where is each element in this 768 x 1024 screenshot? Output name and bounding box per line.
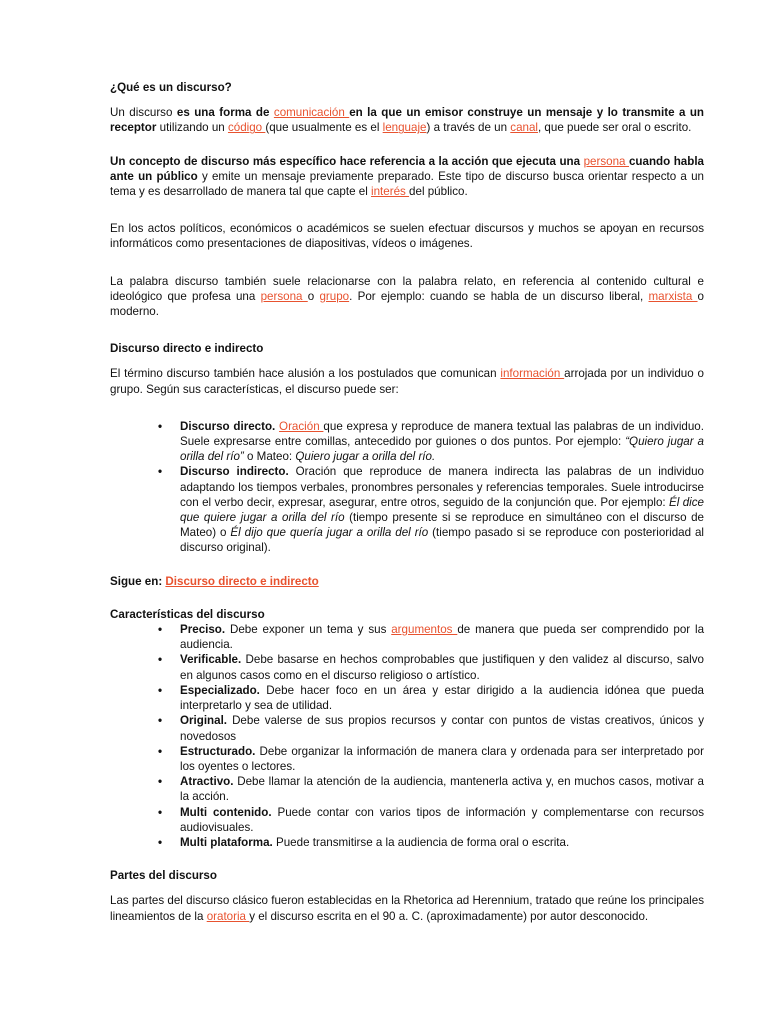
bullet-icon: • [158, 835, 163, 849]
bullet-icon: • [158, 714, 163, 728]
paragraph-definition: Un discurso es una forma de comunicación en la que un emisor construye un mensaje y lo transmite a un receptor utilizando un código (que usualmente es el lenguaje) a través de un canal, que puede ser oral o escrito. [110, 106, 704, 135]
section-heading-parts: Partes del discurso [110, 869, 217, 883]
bullet-icon: • [158, 683, 163, 697]
paragraph-postulados: El término discurso también hace alusión a los postulados que comunican información arrojada por un individuo o grupo. Según sus características, el discurso puede ser: [110, 367, 704, 396]
paragraph-parts: Las partes del discurso clásico fueron establecidas en la Rhetorica ad Herennium, tratado que reúne los principales lineamientos de la oratoria y el discurso escrita en el 90 a. C. (aproximadamente) por autor desconocido. [110, 894, 704, 923]
section-heading-what-is: ¿Qué es un discurso? [110, 81, 232, 94]
paragraph-relato: La palabra discurso también suele relacionarse con la palabra relato, en referencia al contenido cultural e ideológico que profesa una persona o grupo. Por ejemplo: cuando se habla de un discurso liberal, marxista o moderno. [110, 274, 704, 319]
section-heading-characteristics: Características del discurso [110, 607, 265, 621]
link-comunicacion[interactable]: comunicación [273, 106, 350, 120]
bullet-icon: • [158, 623, 163, 637]
list-item: • Preciso. Debe exponer un tema y sus argumentos de manera que pueda ser comprendido por la audiencia. [158, 623, 705, 652]
bullet-icon: • [158, 653, 163, 667]
bullet-icon: • [158, 775, 163, 789]
link-persona[interactable]: persona [583, 154, 629, 168]
list-item-indirect: • Discurso indirecto. Oración que reproduce de manera indirecta las palabras de un individuo adaptando los tiempos verbales, pronombres personales y referencias temporales. Suele introducirse con el verbo decir, expresar, asegurar, entre otros, seguido de la conjunción que. Por ejemplo: Él dice que quiere jugar a orilla del río (tiempo presente si se reproduce en simultáneo con el discurso de Mateo) o Él dijo que quería jugar a orilla del río (tiempo pasado si se reproduce con posterioridad al discurso original). [158, 465, 705, 555]
link-grupo[interactable]: grupo [319, 289, 350, 303]
section-heading-direct-indirect: Discurso directo e indirecto [110, 342, 264, 356]
link-argumentos[interactable]: argumentos [391, 623, 458, 637]
bullet-icon: • [158, 419, 163, 433]
list-item: • Verificable. Debe basarse en hechos comprobables que justifiquen y den validez al discurso, salvo en algunos casos como en el discurso religioso o artístico. [158, 653, 704, 682]
list-item: • Multi plataforma. Puede transmitirse a la audiencia de forma oral o escrita. [158, 835, 570, 849]
paragraph-political-acts: En los actos políticos, económicos o académicos se suelen efectuar discursos y muchos se apoyan en recursos informáticos como presentaciones de diapositivas, vídeos o imágenes. [110, 222, 704, 251]
characteristics-list [110, 622, 704, 850]
link-marxista[interactable]: marxista [648, 289, 698, 303]
link-interes[interactable]: interés [371, 185, 410, 199]
list-item: • Atractivo. Debe llamar la atención de la audiencia, mantenerla activa y, en muchos casos, motivar a la acción. [158, 775, 704, 804]
link-codigo[interactable]: código [227, 121, 266, 135]
list-item: • Multi contenido. Puede contar con varios tipos de información y complementarse con recursos audiovisuales. [158, 805, 704, 834]
link-oracion[interactable]: Oración [279, 419, 324, 433]
bullet-icon: • [158, 805, 163, 819]
link-oratoria[interactable]: oratoria [206, 909, 250, 923]
link-discurso-directo-indirecto[interactable]: Discurso directo e indirecto [165, 574, 319, 588]
follow-link-line: Sigue en: Discurso directo e indirecto [110, 574, 319, 588]
list-item: • Especializado. Debe hacer foco en un área y estar dirigido a la audiencia idónea que pueda interpretarlo y sea de utilidad. [158, 683, 704, 713]
list-item: • Estructurado. Debe organizar la información de manera clara y ordenada para ser interpretado por los oyentes o lectores. [158, 744, 704, 773]
paragraph-specific-concept: Un concepto de discurso más específico hace referencia a la acción que ejecuta una persona cuando habla ante un público y emite un mensaje previamente preparado. Este tipo de discurso busca orientar respecto a un tema y es desarrollado de manera tal que capte el interés del público. [110, 154, 704, 199]
bullet-icon: • [158, 744, 163, 758]
bullet-icon: • [158, 465, 163, 479]
link-informacion[interactable]: información [500, 367, 565, 381]
document-page [110, 80, 704, 924]
link-persona-2[interactable]: persona [260, 289, 308, 303]
list-item-direct: • Discurso directo. Oración que expresa y reproduce de manera textual las palabras de un individuo. Suele expresarse entre comillas, antecedido por guiones o dos puntos. Por ejemplo: “Quiero jugar a orilla del río” o Mateo: Quiero jugar a orilla del río. [158, 419, 704, 464]
discourse-types-list [110, 419, 704, 556]
link-lenguaje[interactable]: lenguaje [382, 121, 427, 135]
link-canal[interactable]: canal [510, 121, 538, 135]
list-item: • Original. Debe valerse de sus propios recursos y contar con puntos de vistas creativos, únicos y novedosos [158, 714, 704, 743]
